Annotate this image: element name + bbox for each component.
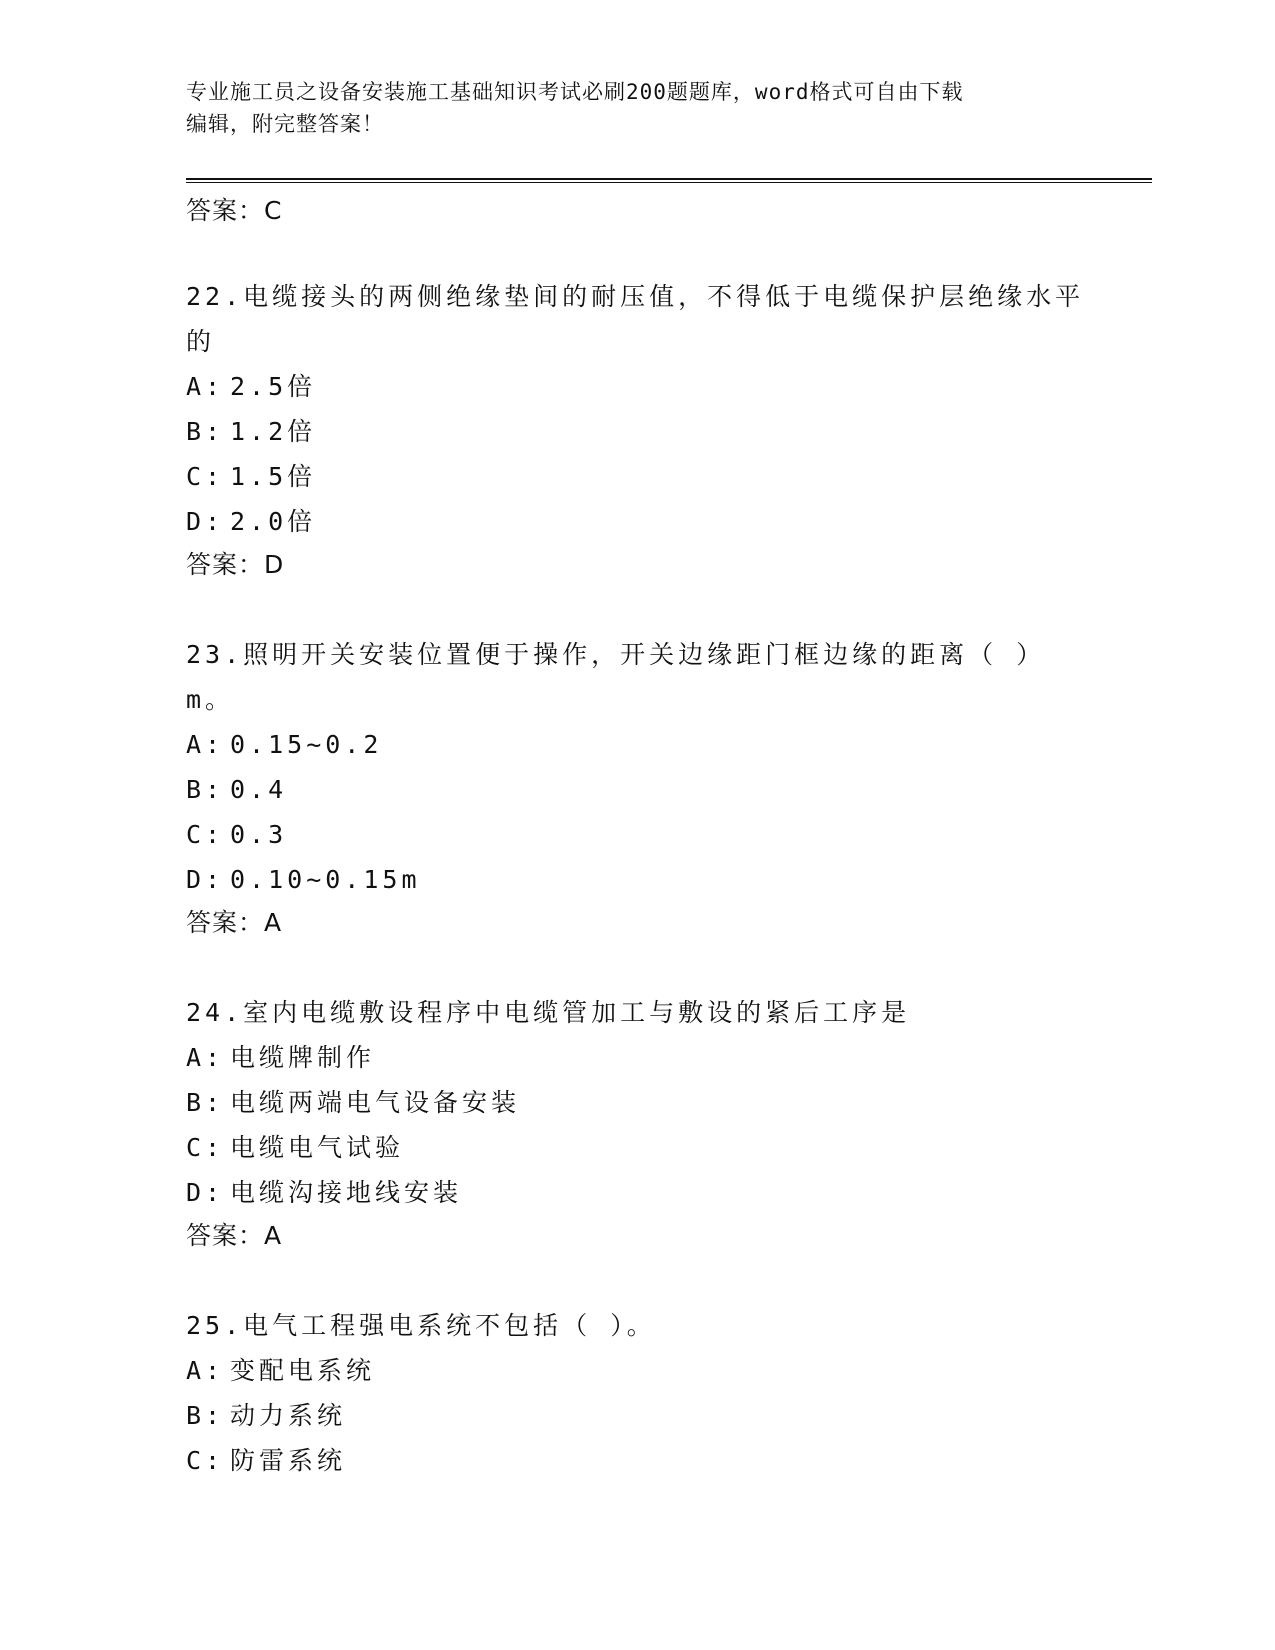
option-c — [186, 1125, 1086, 1170]
option-d — [186, 1170, 1086, 1215]
option-text: 动力系统 — [230, 1401, 347, 1430]
spacer — [186, 1257, 1086, 1303]
option-key: A: — [186, 1356, 225, 1385]
page-header — [186, 76, 1066, 140]
spacer — [186, 232, 1086, 274]
option-b — [186, 1080, 1086, 1125]
answer-line: 答案：A — [186, 908, 283, 937]
question-text: 23.照明开关安装位置便于操作，开关边缘距门框边缘的距离（ ）m。 — [186, 640, 1046, 714]
option-a — [186, 1035, 1086, 1080]
document-body — [186, 190, 1086, 1483]
option-key: C: — [186, 462, 225, 491]
option-a — [186, 1348, 1086, 1393]
option-b — [186, 767, 1086, 812]
option-key: B: — [186, 1401, 225, 1430]
question-block — [186, 990, 1086, 1257]
option-text: 电缆两端电气设备安装 — [230, 1088, 521, 1117]
option-text: 0.10~0.15m — [230, 865, 421, 894]
option-text: 0.3 — [230, 820, 288, 849]
answer-line: 答案：A — [186, 1221, 283, 1250]
header-line-1: 专业施工员之设备安装施工基础知识考试必刷200题题库，word格式可自由下载 — [186, 80, 964, 104]
option-a — [186, 364, 1086, 409]
option-key: C: — [186, 1446, 225, 1475]
option-d — [186, 499, 1086, 544]
previous-answer: 答案：C — [186, 196, 283, 225]
option-b — [186, 409, 1086, 454]
option-key: B: — [186, 417, 225, 446]
option-text: 电缆电气试验 — [230, 1133, 405, 1162]
option-c — [186, 454, 1086, 499]
option-b — [186, 1393, 1086, 1438]
option-text: 电缆牌制作 — [230, 1043, 376, 1072]
option-key: D: — [186, 865, 225, 894]
option-text: 1.2倍 — [230, 417, 317, 446]
option-key: C: — [186, 820, 225, 849]
option-text: 变配电系统 — [230, 1356, 376, 1385]
header-line-2: 编辑，附完整答案！ — [186, 112, 384, 136]
option-text: 0.15~0.2 — [230, 730, 383, 759]
question-block — [186, 274, 1086, 586]
option-key: D: — [186, 507, 225, 536]
option-text: 1.5倍 — [230, 462, 317, 491]
option-c — [186, 812, 1086, 857]
question-block — [186, 632, 1086, 944]
question-text: 22.电缆接头的两侧绝缘垫间的耐压值，不得低于电缆保护层绝缘水平 — [186, 282, 1085, 311]
option-text: 防雷系统 — [230, 1446, 347, 1475]
option-text: 电缆沟接地线安装 — [230, 1178, 463, 1207]
question-block — [186, 1303, 1086, 1483]
spacer — [186, 944, 1086, 990]
option-key: A: — [186, 372, 225, 401]
option-key: C: — [186, 1133, 225, 1162]
option-key: B: — [186, 775, 225, 804]
header-divider-thick — [186, 178, 1152, 180]
option-key: A: — [186, 1043, 225, 1072]
option-text: 2.5倍 — [230, 372, 317, 401]
answer-line: 答案：D — [186, 550, 285, 579]
question-text: 24.室内电缆敷设程序中电缆管加工与敷设的紧后工序是 — [186, 998, 911, 1027]
option-text: 2.0倍 — [230, 507, 317, 536]
spacer — [186, 586, 1086, 632]
question-text: 25.电气工程强电系统不包括（ ）。 — [186, 1311, 656, 1340]
option-text: 0.4 — [230, 775, 288, 804]
option-key: A: — [186, 730, 225, 759]
option-d — [186, 857, 1086, 902]
option-key: B: — [186, 1088, 225, 1117]
question-text-continued: 的 — [186, 327, 216, 356]
option-key: D: — [186, 1178, 225, 1207]
option-c — [186, 1438, 1086, 1483]
option-a — [186, 722, 1086, 767]
header-divider-thin — [186, 182, 1152, 183]
